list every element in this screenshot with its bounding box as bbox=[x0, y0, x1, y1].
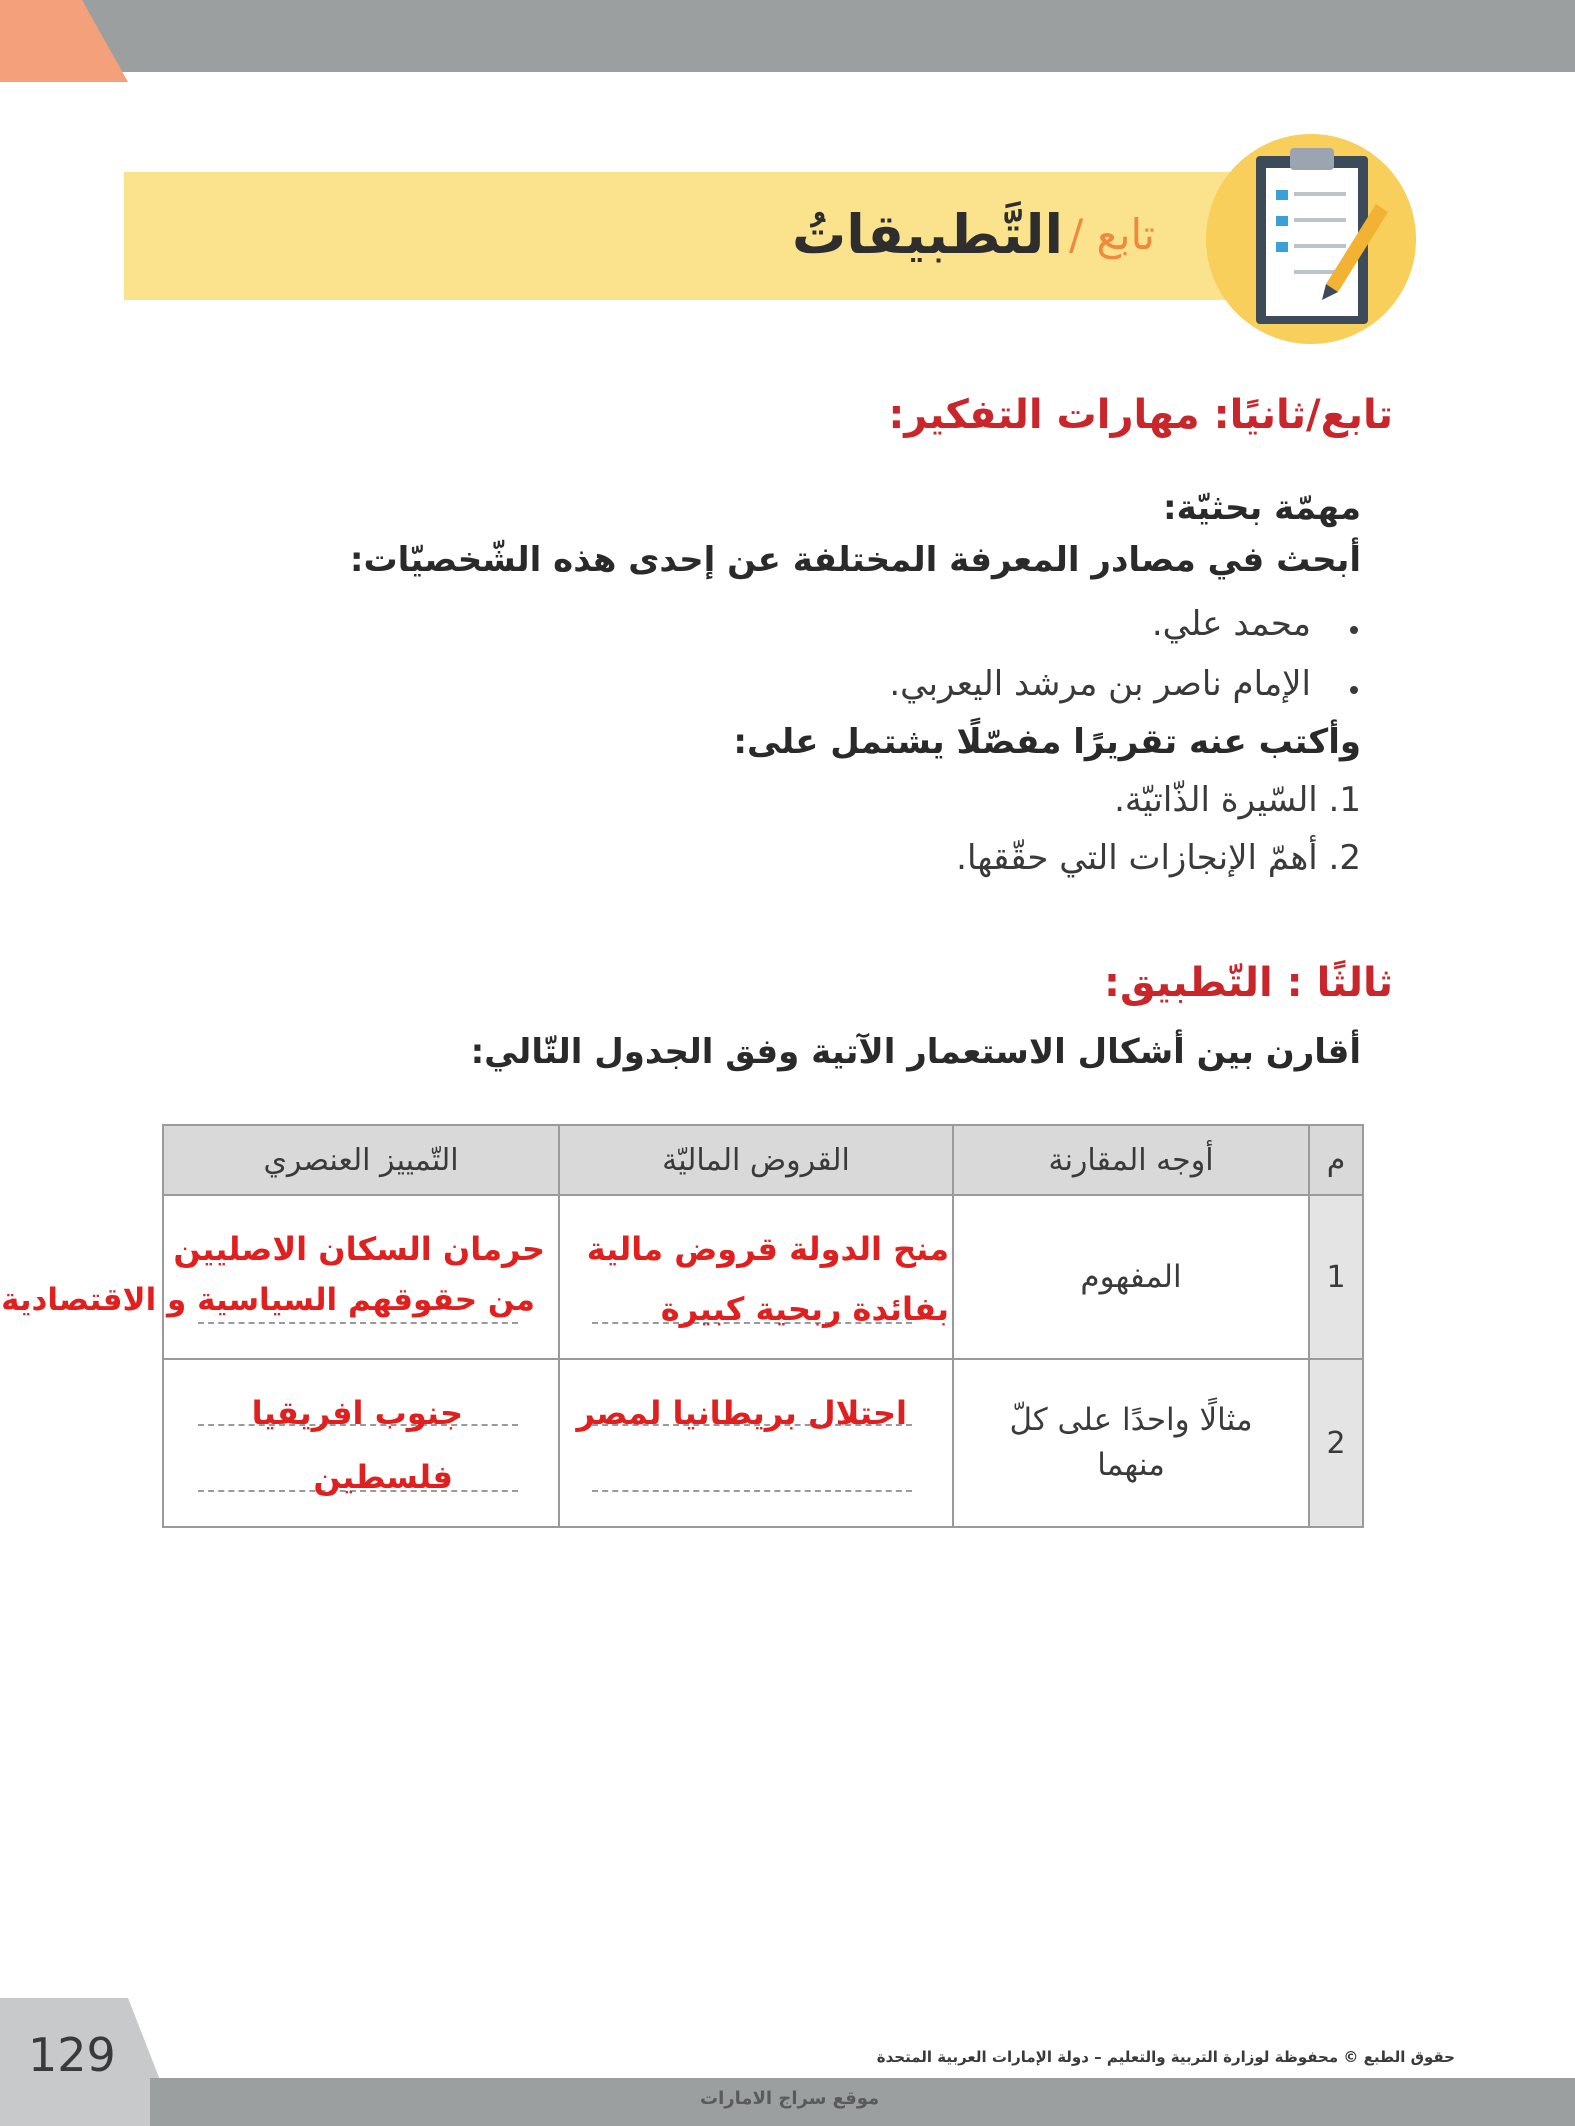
table-cell-loans-row1 bbox=[558, 1196, 952, 1360]
table-header-num: م bbox=[1308, 1126, 1362, 1196]
table-cell-racial-row2 bbox=[164, 1360, 558, 1526]
table-header-aspect: أوجه المقارنة bbox=[952, 1126, 1308, 1196]
table-cell-aspect-concept: المفهوم bbox=[952, 1196, 1308, 1360]
aspect-example-line: مثالًا واحدًا على كلّ bbox=[1009, 1402, 1253, 1439]
answer-racial-example: فلسطين bbox=[313, 1458, 453, 1496]
answer-racial-example: جنوب افريقيا bbox=[251, 1394, 463, 1432]
table-header-racial: التّمييز العنصري bbox=[164, 1126, 558, 1196]
bullet-icon bbox=[1350, 686, 1358, 694]
report-item: 1. السّيرة الذّاتيّة. bbox=[1114, 780, 1361, 820]
site-watermark: موقع سراج الامارات bbox=[700, 2088, 880, 2109]
answer-racial-concept: حرمان السكان الاصليين bbox=[173, 1230, 545, 1268]
report-item: 2. أهمّ الإنجازات التي حقّقها. bbox=[956, 838, 1361, 878]
person-item: الإمام ناصر بن مرشد اليعربي. bbox=[889, 664, 1311, 704]
task-title: مهمّة بحثيّة: bbox=[1163, 488, 1361, 528]
answer-line bbox=[592, 1490, 912, 1492]
table-cell-racial-row1 bbox=[164, 1196, 558, 1360]
person-item: محمد علي. bbox=[1151, 604, 1311, 644]
table-header-loans: القروض الماليّة bbox=[558, 1126, 952, 1196]
section-heading-application: ثالثًا : التّطبيق: bbox=[1104, 960, 1393, 1006]
page-title bbox=[792, 186, 1155, 282]
bullet-icon bbox=[1350, 626, 1358, 634]
aspect-example-line: منهما bbox=[1097, 1447, 1165, 1483]
page-number: 129 bbox=[28, 2028, 116, 2082]
page-title-text: التَّطبيقاتُ bbox=[792, 202, 1063, 266]
report-instruction: وأكتب عنه تقريرًا مفصّلًا يشتمل على: bbox=[733, 722, 1361, 762]
page-title-prefix: تابع / bbox=[1068, 209, 1155, 259]
table-cell-aspect-example bbox=[952, 1360, 1308, 1526]
table-cell-loans-row2 bbox=[558, 1360, 952, 1526]
answer-loans-concept: بفائدة ربحية كبيرة bbox=[660, 1290, 949, 1328]
top-bar bbox=[0, 0, 1575, 72]
application-instruction: أقارن بين أشكال الاستعمار الآتية وفق الجدول التّالي: bbox=[470, 1032, 1361, 1072]
clipboard-icon bbox=[1206, 134, 1416, 344]
task-instruction: أبحث في مصادر المعرفة المختلفة عن إحدى هذه الشّخصيّات: bbox=[349, 540, 1361, 580]
table-cell-num: 2 bbox=[1308, 1360, 1362, 1526]
answer-loans-concept: منح الدولة قروض مالية bbox=[586, 1230, 949, 1268]
answer-loans-example: احتلال بريطانيا لمصر bbox=[576, 1394, 907, 1432]
copyright-notice: حقوق الطبع © محفوظة لوزارة التربية والتعليم – دولة الإمارات العربية المتحدة bbox=[876, 2048, 1455, 2066]
answer-line bbox=[198, 1322, 518, 1324]
answer-racial-concept: من حقوقهم السياسية و الاقتصادية bbox=[1, 1282, 535, 1318]
table-cell-num: 1 bbox=[1308, 1196, 1362, 1360]
section-heading-thinking-skills: تابع/ثانيًا: مهارات التفكير: bbox=[888, 392, 1393, 438]
